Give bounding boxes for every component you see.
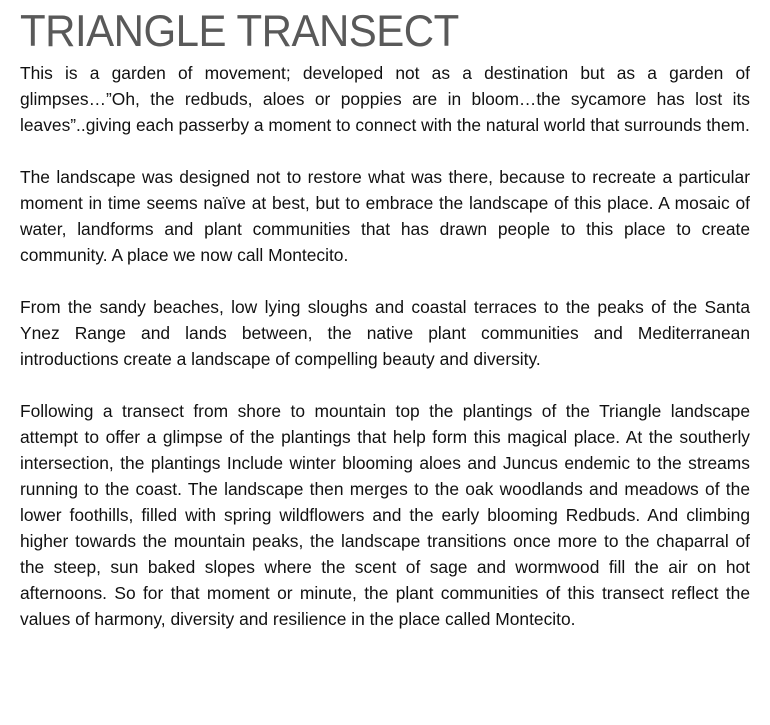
paragraph-landscape-design: The landscape was designed not to restore what was there, because to recreate a particular moment in time seems naïve at best, but to embrace the landscape of this place. A mosaic of water, landforms and plant communities that has drawn people to this place to create community. A place we now call Montecito.	[20, 167, 750, 265]
document-page	[20, 6, 750, 658]
paragraph-plant-communities: From the sandy beaches, low lying sloughs and coastal terraces to the peaks of the Santa Ynez Range and lands between, the native plant communities and Mediterranean introductions create a landscape of compelling beauty and diversity.	[20, 297, 750, 369]
paragraph-intro: This is a garden of movement; developed not as a destination but as a garden of glimpses…”Oh, the redbuds, aloes or poppies are in bloom…the sycamore has lost its leaves”..giving each passerby a moment to connect with the natural world that surrounds them.	[20, 63, 750, 135]
document-title: TRIANGLE TRANSECT	[20, 6, 459, 56]
paragraph-transect: Following a transect from shore to mountain top the plantings of the Triangle landscape attempt to offer a glimpse of the plantings that help form this magical place. At the southerly intersection, the plantings Include winter blooming aloes and Juncus endemic to the streams running to the coast. The landscape then merges to the oak woodlands and meadows of the lower foothills, filled with spring wildflowers and the early blooming Redbuds. And climbing higher towards the mountain peaks, the landscape transitions once more to the chaparral of the steep, sun baked slopes where the scent of sage and wormwood fill the air on hot afternoons. So for that moment or minute, the plant communities of this transect reflect the values of harmony, diversity and resilience in the place called Montecito.	[20, 401, 750, 629]
